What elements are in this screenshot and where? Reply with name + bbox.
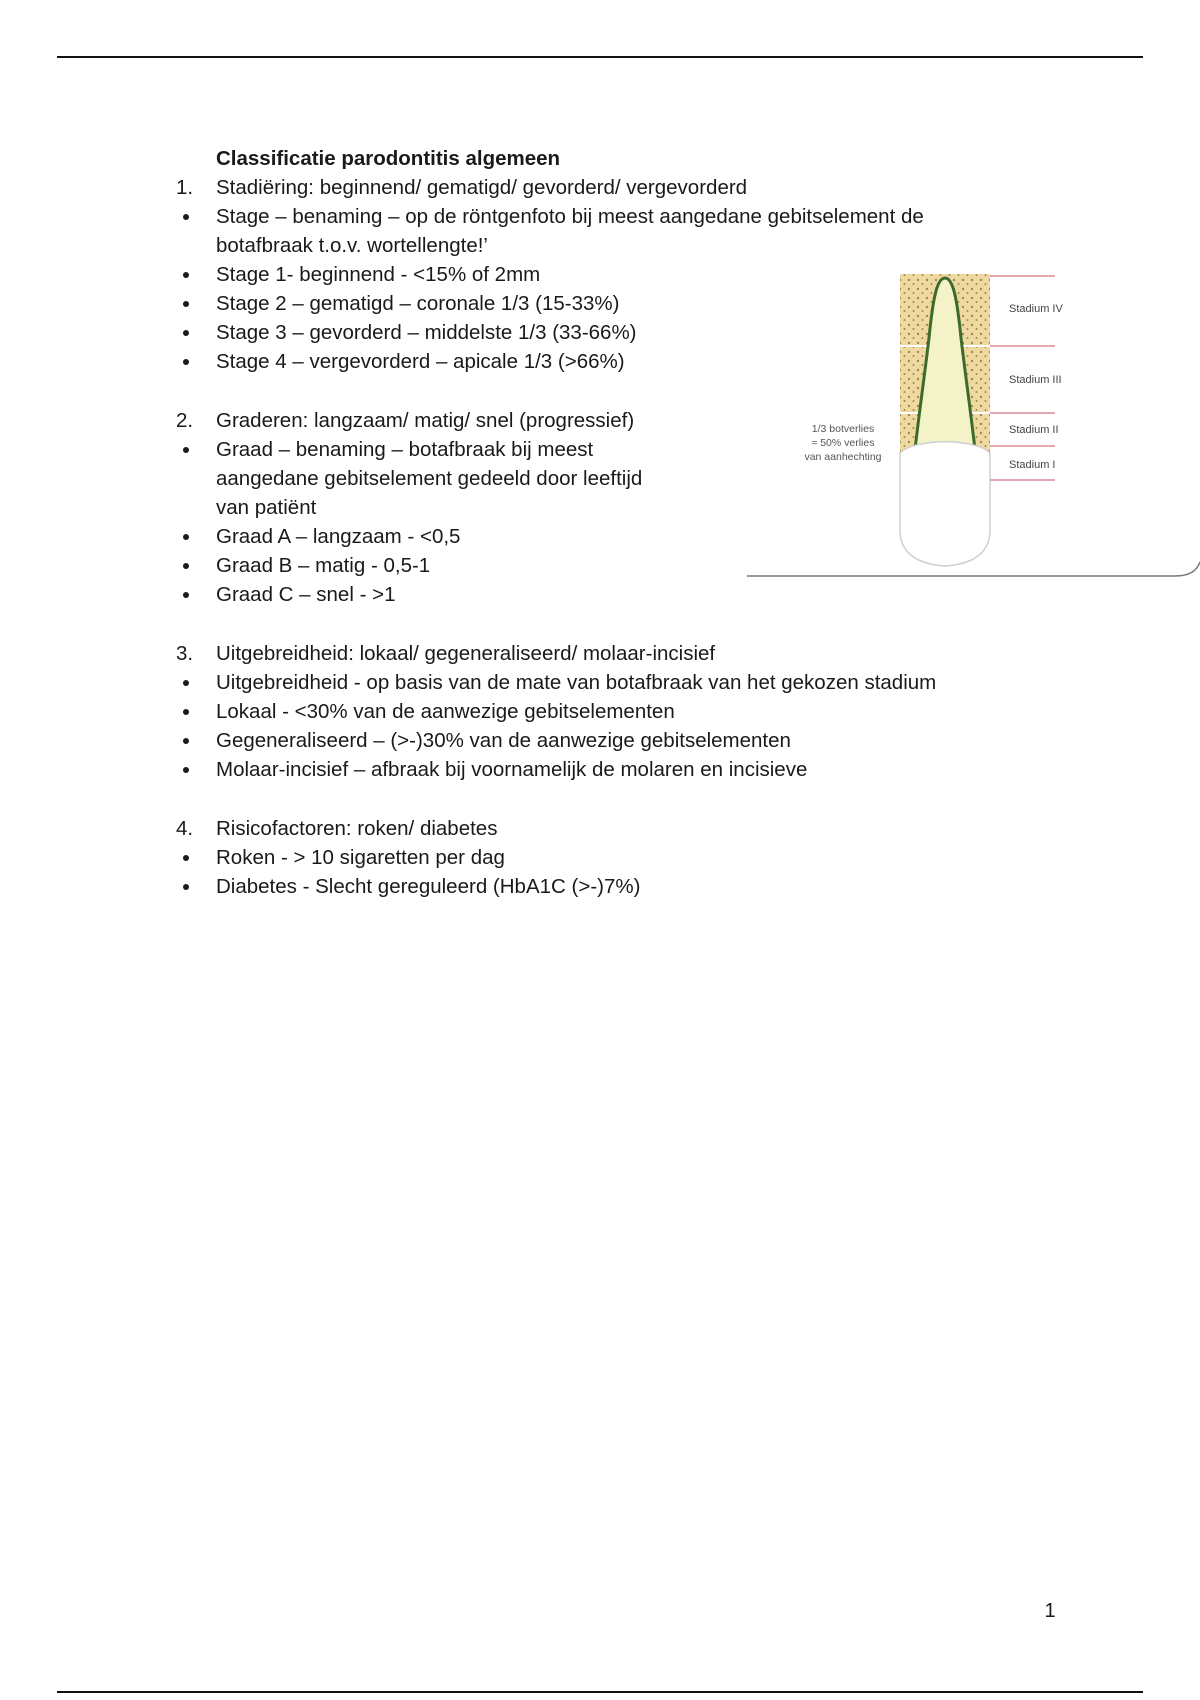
bullet-icon <box>183 447 189 453</box>
list-item-text: Diabetes - Slecht gereguleerd (HbA1C (>-)7%) <box>216 875 641 898</box>
list-item-text: van patiënt <box>216 496 317 519</box>
list-item <box>176 697 1076 726</box>
page-number: 1 <box>1044 1600 1056 1622</box>
bullet-icon <box>183 709 189 715</box>
list-item <box>176 872 1076 901</box>
list-number: 3. <box>176 642 194 665</box>
stage-label: Stadium II <box>1009 424 1059 436</box>
figure-frame <box>747 562 1200 576</box>
list-number: 4. <box>176 817 194 840</box>
bullet-icon <box>183 563 189 569</box>
bullet-icon <box>183 767 189 773</box>
list-item-text: Graad C – snel - >1 <box>216 583 396 606</box>
bullet-icon <box>183 738 189 744</box>
bullet-icon <box>183 534 189 540</box>
list-item <box>176 843 1076 872</box>
tooth-staging-figure <box>745 268 1200 580</box>
list-item-text: Stage – benaming – op de röntgenfoto bij meest aangedane gebitselement de <box>216 205 924 228</box>
section-heading-text: Stadiëring: beginnend/ gematigd/ gevorderd/ vergevorderd <box>216 176 748 199</box>
list-item-text: Stage 4 – vergevorderd – apicale 1/3 (>66%) <box>216 350 625 373</box>
list-item-text: Graad – benaming – botafbraak bij meest <box>216 438 594 461</box>
list-item-continuation <box>176 231 1076 260</box>
bullet-icon <box>183 884 189 890</box>
header-rule <box>57 56 1143 58</box>
list-item-text: Roken - > 10 sigaretten per dag <box>216 846 505 869</box>
list-number: 1. <box>176 176 194 199</box>
stage-label: Stadium III <box>1009 374 1062 386</box>
stage-label: Stadium I <box>1009 459 1056 471</box>
list-item-text: Uitgebreidheid - op basis van de mate van botafbraak van het gekozen stadium <box>216 671 937 694</box>
list-item-text: Graad B – matig - 0,5-1 <box>216 554 431 577</box>
list-item <box>176 726 1076 755</box>
list-item <box>176 668 1076 697</box>
list-item-text: Stage 3 – gevorderd – middelste 1/3 (33-66%) <box>216 321 637 344</box>
section-heading-uitgebreidheid <box>176 639 1076 668</box>
bullet-icon <box>183 855 189 861</box>
tooth-diagram <box>745 268 1200 580</box>
section-heading-risicofactoren <box>176 814 1076 843</box>
bullet-icon <box>183 680 189 686</box>
list-item-text: aangedane gebitselement gedeeld door leeftijd <box>216 467 643 490</box>
footer-rule <box>57 1691 1143 1693</box>
list-item <box>176 580 1076 609</box>
section-heading-text: Uitgebreidheid: lokaal/ gegeneraliseerd/ molaar-incisief <box>216 642 716 665</box>
list-number: 2. <box>176 409 194 432</box>
side-annotation-line: ≈ 50% verlies <box>811 437 875 449</box>
side-annotation-line: 1/3 botverlies <box>811 423 875 435</box>
page-title: Classificatie parodontitis algemeen <box>216 147 561 170</box>
list-item <box>176 202 1076 231</box>
list-item <box>176 755 1076 784</box>
bullet-icon <box>183 592 189 598</box>
list-item-text: Stage 2 – gematigd – coronale 1/3 (15-33%) <box>216 292 620 315</box>
section-heading-stadiering <box>176 173 1076 202</box>
section-heading-text: Risicofactoren: roken/ diabetes <box>216 817 498 840</box>
tooth-crown <box>900 442 990 566</box>
list-item-text: Molaar-incisief – afbraak bij voornamelijk de molaren en incisieve <box>216 758 808 781</box>
list-item-text: Stage 1- beginnend - <15% of 2mm <box>216 263 541 286</box>
list-item-text: Graad A – langzaam - <0,5 <box>216 525 461 548</box>
section-heading-text: Graderen: langzaam/ matig/ snel (progressief) <box>216 409 635 432</box>
bullet-icon <box>183 272 189 278</box>
list-item-text: Gegeneraliseerd – (>-)30% van de aanwezige gebitselementen <box>216 729 791 752</box>
bullet-icon <box>183 359 189 365</box>
bullet-icon <box>183 301 189 307</box>
stage-label: Stadium IV <box>1009 303 1063 315</box>
bullet-icon <box>183 330 189 336</box>
bullet-icon <box>183 214 189 220</box>
list-item-text: Lokaal - <30% van de aanwezige gebitselementen <box>216 700 675 723</box>
side-annotation-line: van aanhechting <box>804 451 882 463</box>
list-item-text: botafbraak t.o.v. wortellengte!’ <box>216 234 488 257</box>
